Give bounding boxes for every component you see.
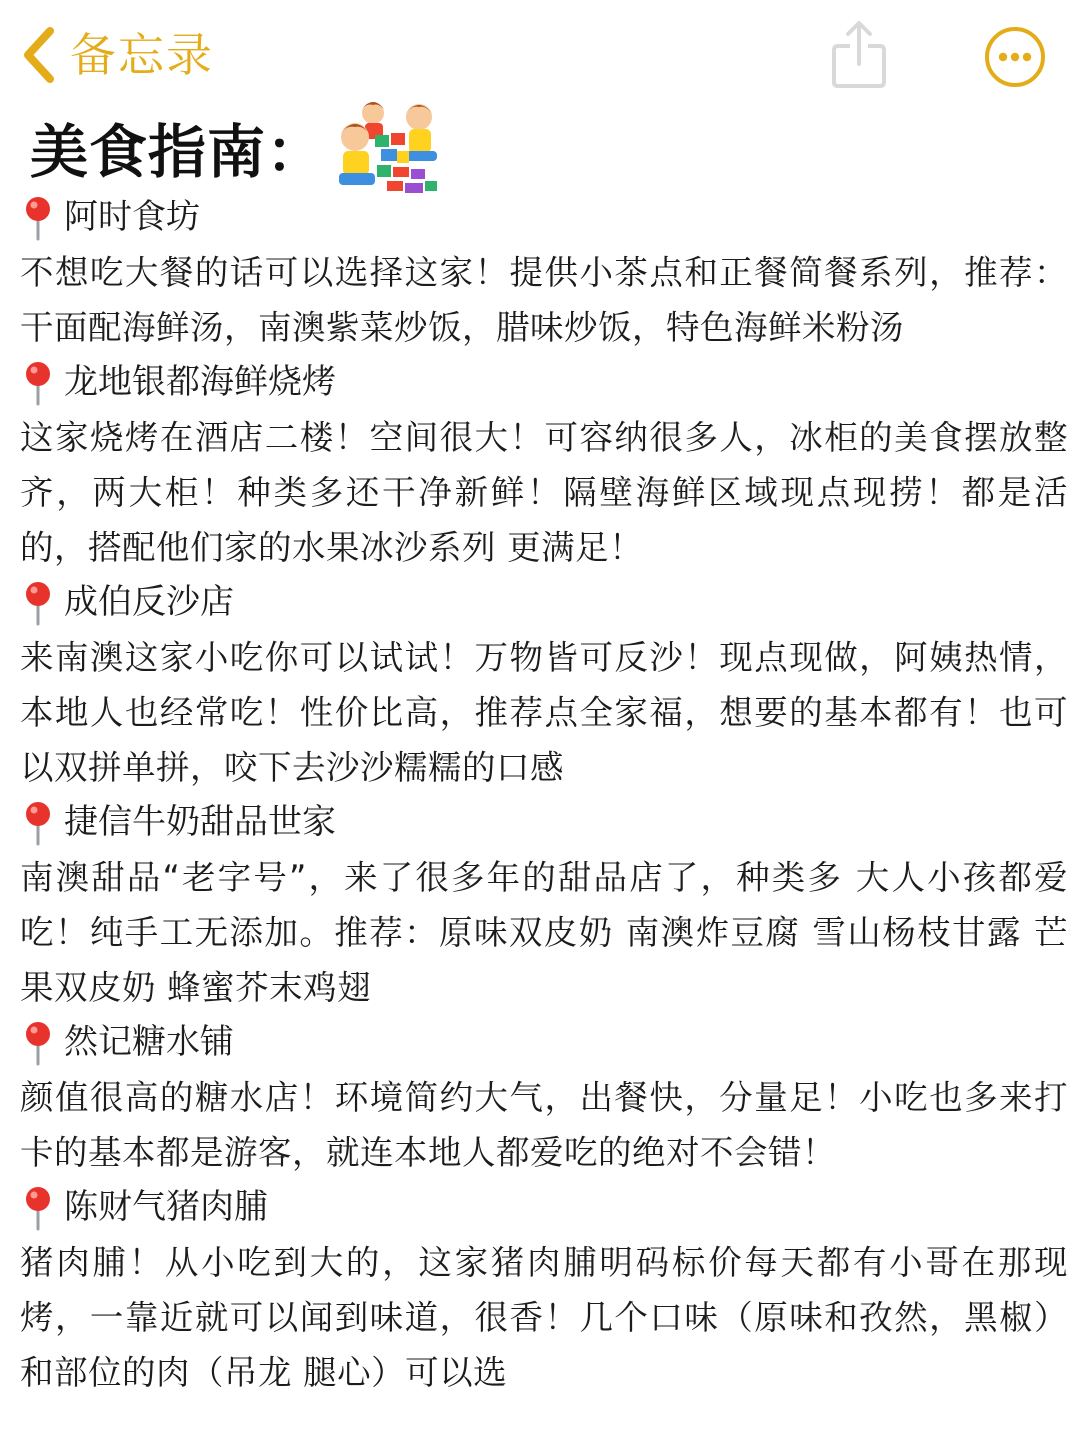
entry-name: 然记糖水铺 xyxy=(64,1022,234,1062)
entry-heading xyxy=(20,1180,1068,1235)
round-pushpin-icon xyxy=(20,195,56,241)
share-icon xyxy=(830,75,888,94)
entry-text: 猪肉脯！从小吃到大的，这家猪肉脯明码标价每天都有小哥在那现烤，一靠近就可以闻到味道，很香！几个口味（原味和孜然，黑椒）和部位的肉（吊龙 腿心）可以选 xyxy=(20,1243,1068,1392)
more-button[interactable] xyxy=(984,26,1046,88)
entry-3 xyxy=(20,575,1068,795)
entry-name: 陈财气猪肉脯 xyxy=(64,1187,268,1227)
entry-heading xyxy=(20,1015,1068,1070)
page-title: 美食指南： xyxy=(30,118,326,186)
round-pushpin-icon xyxy=(20,1020,56,1066)
entry-heading xyxy=(20,355,1068,410)
back-label: 备忘录 xyxy=(70,28,214,82)
entry-heading xyxy=(20,795,1068,850)
chevron-left-icon xyxy=(20,25,56,85)
round-pushpin-icon xyxy=(20,1185,56,1231)
entry-text: 这家烧烤在酒店二楼！空间很大！可容纳很多人，冰柜的美食摆放整齐，两大柜！种类多还干净新鲜！隔壁海鲜区域现点现捞！都是活的，搭配他们家的水果冰沙系列 更满足！ xyxy=(20,418,1068,567)
entry-name: 阿时食坊 xyxy=(64,197,200,237)
entry-4 xyxy=(20,795,1068,1015)
back-button[interactable] xyxy=(20,22,214,88)
entry-5 xyxy=(20,1015,1068,1180)
entry-name: 成伯反沙店 xyxy=(64,582,234,622)
entry-name: 捷信牛奶甜品世家 xyxy=(64,802,336,842)
round-pushpin-icon xyxy=(20,360,56,406)
share-button[interactable] xyxy=(830,18,888,90)
entry-text: 南澳甜品“老字号”，来了很多年的甜品店了，种类多 大人小孩都爱吃！纯手工无添加。推荐：原味双皮奶 南澳炸豆腐 雪山杨枝甘露 芒果双皮奶 蜂蜜芥末鸡翅 xyxy=(20,858,1068,1007)
entry-2 xyxy=(20,355,1068,575)
entry-text: 不想吃大餐的话可以选择这家！提供小茶点和正餐简餐系列，推荐：干面配海鲜汤，南澳紫菜炒饭，腊味炒饭，特色海鲜米粉汤 xyxy=(20,253,1068,347)
title-row xyxy=(30,92,443,202)
round-pushpin-icon xyxy=(20,800,56,846)
entry-name: 龙地银都海鲜烧烤 xyxy=(64,362,336,402)
more-icon xyxy=(984,73,1046,92)
entry-heading xyxy=(20,190,1068,245)
note-body xyxy=(20,190,1068,1400)
entry-text: 来南澳这家小吃你可以试试！万物皆可反沙！现点现做，阿姨热情，本地人也经常吃！性价比高，推荐点全家福，想要的基本都有！也可以双拼单拼，咬下去沙沙糯糯的口感 xyxy=(20,638,1068,787)
entry-text: 颜值很高的糖水店！环境简约大气，出餐快，分量足！小吃也多来打卡的基本都是游客，就连本地人都爱吃的绝对不会错！ xyxy=(20,1078,1068,1172)
kids-playing-blocks-sticker xyxy=(331,95,443,199)
entry-6 xyxy=(20,1180,1068,1400)
round-pushpin-icon xyxy=(20,580,56,626)
entry-1 xyxy=(20,190,1068,355)
entry-heading xyxy=(20,575,1068,630)
